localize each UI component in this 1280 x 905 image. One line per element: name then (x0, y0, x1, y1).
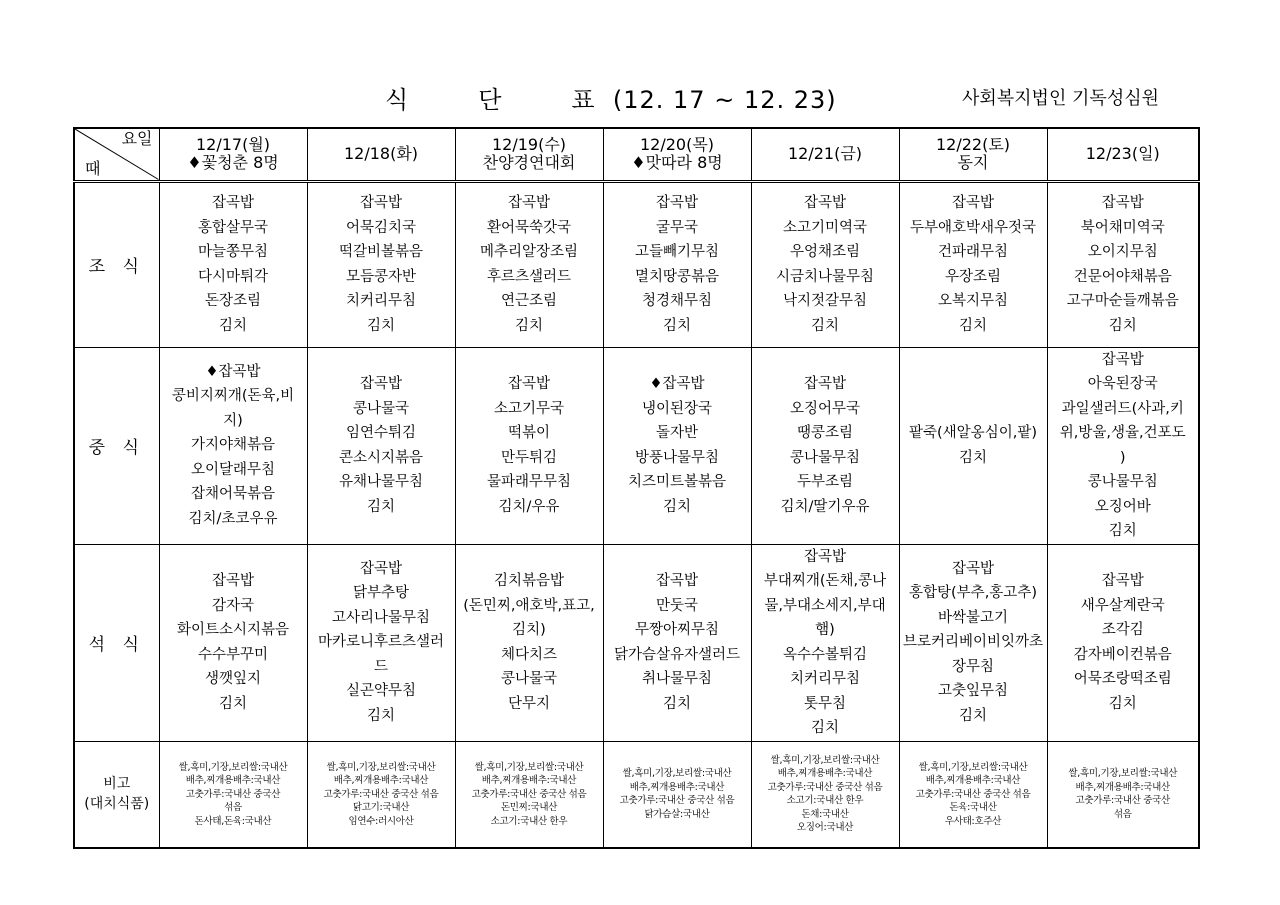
menu-item: 오이지무침 (1087, 244, 1158, 260)
menu-item: 잡곡밥 (359, 195, 403, 211)
menu-item: 콩나물국 (500, 671, 558, 687)
menu-item: 햄) (815, 622, 835, 638)
breakfast-menu-cell (603, 181, 751, 347)
menu-item: 잡곡밥 (803, 548, 847, 565)
menu-item: 우엉채조림 (789, 244, 861, 260)
note-row (74, 741, 1199, 848)
meal-label: 중 식 (74, 347, 159, 544)
note-label (74, 741, 159, 848)
origin-item: 배추,찌개용배추:국내산 (925, 775, 1021, 786)
menu-item: 잡곡밥 (1101, 351, 1144, 368)
origin-item: 돈사태,돈육:국내산 (194, 815, 272, 827)
lunch-menu-cell (603, 347, 751, 544)
menu-item: 닭가슴살유자샐러드 (613, 646, 741, 663)
menu-item: 돌자반 (655, 425, 699, 441)
menu-item: 북어채미역국 (1080, 219, 1165, 236)
origin-item: 배추,찌개용배추:국내산 (185, 775, 281, 786)
menu-item: 김치 (366, 317, 395, 334)
menu-item: 청경채무침 (641, 293, 713, 309)
menu-item: 조각김 (1101, 622, 1144, 638)
day-note: ♦맛따라 8명 (631, 153, 723, 173)
menu-item: 김치) (512, 622, 546, 638)
day-date: 12/18(화) (343, 144, 419, 164)
menu-item: 고들빼기무침 (634, 244, 720, 260)
menu-item: 떡볶이 (507, 425, 551, 441)
menu-item: 바싹불고기 (937, 609, 1009, 626)
menu-item: 잡채어묵볶음 (190, 486, 276, 503)
menu-item: 옥수수볼튀김 (782, 646, 868, 663)
menu-item: (돈민찌,애호박,표고, (463, 597, 595, 614)
origin-item: 고춧가루:국내산 중국산 섞음 (915, 788, 1031, 800)
menu-item: 장무침 (951, 658, 995, 675)
menu-item: 돈장조림 (204, 293, 262, 309)
dinner-menu-cell (899, 544, 1047, 741)
origin-item: 쌀,흑미,기장,보리쌀:국내산 (622, 768, 732, 780)
origin-item: 오징어:국내산 (796, 822, 854, 834)
origin-item: 고춧가루:국내산 중국산 (185, 788, 281, 800)
menu-item: 과일샐러드(사과,키 (1061, 400, 1184, 417)
menu-item: 김치 (1108, 317, 1137, 334)
day-date: 12/22(토) (935, 135, 1011, 155)
day-date: 12/20(목) (639, 135, 715, 155)
menu-item: 고사리나물무침 (331, 609, 431, 626)
menu-item: 땡콩조림 (796, 425, 854, 441)
menu-item: 김치 (218, 695, 247, 712)
dinner-menu-cell (307, 544, 455, 741)
dinner-menu-cell (1047, 544, 1199, 741)
origin-item: 소고기:국내산 한우 (490, 815, 568, 827)
weekly-menu-table (73, 127, 1200, 849)
note-menu-cell (899, 741, 1047, 848)
menu-item: 김치 (1108, 695, 1137, 712)
menu-item: 콩나물무침 (789, 449, 861, 466)
day-date: 12/17(월) (195, 135, 271, 155)
menu-item: 떡갈비볼볶음 (338, 244, 424, 260)
menu-item: 멸치땅콩볶음 (634, 268, 720, 285)
menu-item: 시금치나물무침 (775, 268, 875, 285)
menu-item: 톳무침 (803, 695, 847, 712)
organization-name: 사회복지법인 기독성심원 (962, 88, 1159, 109)
dinner-menu-cell (603, 544, 751, 741)
menu-item: ♦잡곡밥 (649, 376, 705, 392)
menu-item: 잡곡밥 (951, 195, 995, 211)
menu-item: 김치 (958, 449, 987, 466)
menu-item: 낙지젓갈무침 (782, 293, 868, 309)
menu-item: 마카로니후르츠샐러 (317, 634, 445, 651)
origin-item: 우사태:호주산 (944, 815, 1002, 827)
menu-item: 오복지무침 (937, 293, 1009, 309)
menu-item: 잡곡밥 (655, 573, 699, 589)
origin-item: 섞음 (1113, 808, 1132, 820)
menu-item: 소고기미역국 (782, 219, 868, 236)
menu-item: 수수부꾸미 (197, 646, 269, 663)
day-note: ♦꽃청춘 8명 (187, 153, 279, 173)
day-date: 12/21(금) (787, 144, 863, 164)
menu-item: 잡곡밥 (507, 195, 551, 211)
origin-item: 닭가슴살:국내산 (644, 808, 710, 820)
origin-item: 고춧가루:국내산 중국산 섞음 (323, 788, 439, 800)
menu-item: 고춧잎무침 (937, 683, 1009, 700)
breakfast-menu-cell (899, 181, 1047, 347)
menu-item: 어묵김치국 (345, 219, 417, 236)
day-header (751, 128, 899, 181)
menu-item: 잡곡밥 (803, 376, 847, 392)
day-header (307, 128, 455, 181)
menu-item: 지) (223, 412, 243, 429)
day-note: 찬양경연대회 (482, 153, 576, 173)
menu-item: 잡곡밥 (803, 195, 847, 211)
menu-item: 잡곡밥 (507, 376, 551, 392)
menu-item: 김치/초코우유 (188, 510, 278, 527)
menu-item: 만두튀김 (500, 449, 558, 466)
day-date: 12/19(수) (491, 135, 567, 155)
menu-item: 잡곡밥 (211, 195, 255, 211)
lunch-menu-cell (455, 347, 603, 544)
menu-item: 감자베이컨볶음 (1073, 646, 1172, 663)
menu-item: 김치 (958, 317, 987, 334)
menu-item: 감자국 (211, 597, 255, 614)
day-header (1047, 128, 1199, 181)
menu-item: 환어묵쑥갓국 (486, 219, 572, 236)
menu-item: 치커리무침 (789, 671, 861, 687)
menu-item: 취나물무침 (641, 671, 713, 687)
menu-item: 닭부추탕 (352, 585, 410, 602)
menu-item: 물,부대소세지,부대 (764, 597, 886, 614)
menu-item: 실곤약무침 (345, 683, 417, 700)
menu-item: 브로커리베이비잇까초 (902, 634, 1044, 651)
menu-item: 오징어무국 (789, 400, 861, 417)
meal-label: 조 식 (74, 181, 159, 347)
menu-item: 어묵조랑떡조림 (1073, 671, 1172, 687)
note-menu-cell (455, 741, 603, 848)
menu-item: 마늘쫑무침 (197, 244, 269, 260)
menu-item: 단무지 (507, 695, 551, 712)
origin-item: 쌀,흑미,기장,보리쌀:국내산 (326, 761, 436, 773)
origin-item: 닭고기:국내산 (352, 802, 410, 813)
menu-item: 건문어야채볶음 (1073, 268, 1172, 285)
note-menu-cell (159, 741, 307, 848)
menu-item: 두부조림 (796, 474, 854, 490)
menu-item: 생깻잎지 (204, 671, 262, 687)
origin-item: 소고기:국내산 한우 (786, 795, 864, 807)
origin-item: 돈채:국내산 (801, 808, 849, 820)
origin-item: 쌀,흑미,기장,보리쌀:국내산 (1068, 768, 1178, 780)
dinner-menu-cell (159, 544, 307, 741)
origin-item: 배추,찌개용배추:국내산 (481, 775, 577, 786)
corner-cell (74, 128, 159, 181)
menu-item: 김치 (662, 317, 691, 334)
menu-item: 드 (373, 658, 388, 675)
origin-item: 쌀,흑미,기장,보리쌀:국내산 (178, 761, 288, 773)
note-menu-cell (1047, 741, 1199, 848)
menu-item: 김치 (662, 498, 691, 515)
menu-item: 두부애호박새우젓국 (909, 219, 1037, 236)
lunch-menu-cell (1047, 347, 1199, 544)
note-label-title: 비고 (103, 776, 131, 793)
menu-item: 소고기무국 (493, 400, 565, 417)
origin-item: 돈민찌:국내산 (500, 802, 558, 813)
note-menu-cell (307, 741, 455, 848)
breakfast-menu-cell (159, 181, 307, 347)
lunch-menu-cell (751, 347, 899, 544)
breakfast-menu-cell (751, 181, 899, 347)
breakfast-menu-cell (307, 181, 455, 347)
menu-item: 냉이된장국 (641, 400, 713, 417)
dinner-menu-cell (455, 544, 603, 741)
menu-item: 유채나물무침 (338, 474, 424, 490)
menu-item: 김치 (514, 317, 543, 334)
origin-item: 배추,찌개용배추:국내산 (333, 775, 429, 786)
menu-item: 콘소시지볶음 (338, 449, 424, 466)
breakfast-menu-cell (1047, 181, 1199, 347)
menu-item: 잡곡밥 (951, 560, 995, 577)
menu-item: 잡곡밥 (211, 573, 255, 589)
menu-item: 모듬콩자반 (345, 268, 417, 285)
weekday-axis-label: 요일 (121, 129, 153, 148)
menu-item: 고구마순들깨볶음 (1066, 293, 1179, 309)
origin-item: 쌀,흑미,기장,보리쌀:국내산 (918, 761, 1028, 773)
menu-item: 치즈미트볼볶음 (627, 474, 727, 490)
day-header (455, 128, 603, 181)
menu-item: 화이트소시지볶음 (176, 622, 290, 638)
menu-item: 김치 (810, 317, 839, 334)
note-menu-cell (603, 741, 751, 848)
page-title: 식 단 표 (12. 17 ~ 12. 23) (385, 86, 837, 114)
day-header (159, 128, 307, 181)
menu-item: 오징어바 (1094, 498, 1151, 515)
menu-item: 김치 (366, 707, 395, 724)
menu-item: 잡곡밥 (359, 376, 403, 392)
menu-item: 팥죽(새알옹심이,팥) (909, 425, 1037, 441)
menu-item: 위,방울,생율,건포도 (1059, 425, 1186, 441)
menu-item: 김치 (218, 317, 247, 334)
origin-item: 고춧가루:국내산 중국산 섞음 (767, 781, 883, 793)
menu-item: 홍합탕(부추,홍고추) (909, 585, 1037, 602)
menu-item: 치커리무침 (345, 293, 417, 309)
origin-item: 섞음 (224, 802, 242, 813)
breakfast-menu-cell (455, 181, 603, 347)
day-header (899, 128, 1047, 181)
menu-item: 김치볶음밥 (493, 573, 565, 589)
origin-item: 쌀,흑미,기장,보리쌀:국내산 (770, 754, 880, 766)
menu-item: 김치 (958, 707, 987, 724)
menu-item: 김치 (1108, 523, 1137, 539)
note-label-subtitle: (대치식품) (84, 796, 150, 813)
origin-item: 고춧가루:국내산 중국산 섞음 (619, 795, 735, 807)
menu-item: 건파래무침 (937, 244, 1009, 260)
note-menu-cell (751, 741, 899, 848)
menu-item: 임연수튀김 (345, 425, 417, 441)
menu-item: 체다치즈 (500, 646, 558, 663)
menu-item: 우장조림 (944, 268, 1002, 285)
lunch-menu-cell (307, 347, 455, 544)
lunch-menu-cell (159, 347, 307, 544)
dinner-menu-cell (751, 544, 899, 741)
menu-item: ♦잡곡밥 (205, 363, 261, 380)
meal-label: 석 식 (74, 544, 159, 741)
origin-item: 배추,찌개용배추:국내산 (1075, 781, 1170, 793)
menu-item: 다시마튀각 (197, 268, 269, 285)
menu-item: 가지야채볶음 (190, 437, 276, 454)
menu-item: 홍합살무국 (197, 219, 269, 236)
origin-item: 고춧가루:국내산 중국산 섞음 (471, 788, 587, 800)
menu-item: 만둣국 (655, 597, 699, 614)
dinner-row (74, 544, 1199, 741)
menu-item: 김치 (662, 695, 691, 712)
menu-item: 김치 (810, 720, 839, 736)
origin-item: 돈육:국내산 (949, 802, 997, 813)
menu-item: 잡곡밥 (655, 195, 699, 211)
menu-item: 메추리알장조림 (479, 244, 579, 260)
menu-item: 오이달래무침 (190, 461, 276, 478)
menu-item: 김치/딸기우유 (780, 498, 870, 515)
menu-item: 콩나물국 (352, 400, 410, 417)
menu-item: 콩비지찌개(돈육,비 (171, 388, 295, 405)
origin-item: 임연수:러시아산 (348, 815, 414, 827)
menu-item: 무짱아찌무침 (634, 622, 720, 638)
origin-item: 배추,찌개용배추:국내산 (629, 781, 725, 793)
menu-item: 굴무국 (655, 219, 699, 236)
origin-item: 고춧가루:국내산 중국산 (1075, 795, 1170, 807)
day-note: 동지 (957, 153, 989, 173)
origin-item: 배추,찌개용배추:국내산 (777, 768, 873, 780)
menu-item: 아욱된장국 (1087, 376, 1158, 392)
menu-item: 잡곡밥 (1101, 573, 1144, 589)
menu-item: 잡곡밥 (1101, 195, 1144, 211)
menu-item: 잡곡밥 (359, 560, 403, 577)
menu-item: 새우살계란국 (1080, 597, 1165, 614)
meal-axis-label: 때 (85, 158, 101, 178)
lunch-row (74, 347, 1199, 544)
menu-item: 연근조림 (500, 293, 558, 309)
menu-item: 김치 (366, 498, 395, 515)
menu-item: 콩나물무침 (1087, 474, 1158, 490)
menu-item: 부대찌개(돈채,콩나 (763, 573, 887, 589)
day-header-row (74, 128, 1199, 181)
menu-item: ) (1119, 449, 1126, 466)
menu-item: 후르츠샐러드 (486, 268, 572, 285)
origin-item: 쌀,흑미,기장,보리쌀:국내산 (474, 761, 584, 773)
lunch-menu-cell (899, 347, 1047, 544)
menu-item: 김치/우유 (498, 498, 560, 515)
menu-item: 방풍나물무침 (634, 449, 720, 466)
menu-item: 물파래무무침 (486, 474, 572, 490)
day-header (603, 128, 751, 181)
breakfast-row (74, 181, 1199, 347)
day-date: 12/23(일) (1085, 144, 1160, 164)
